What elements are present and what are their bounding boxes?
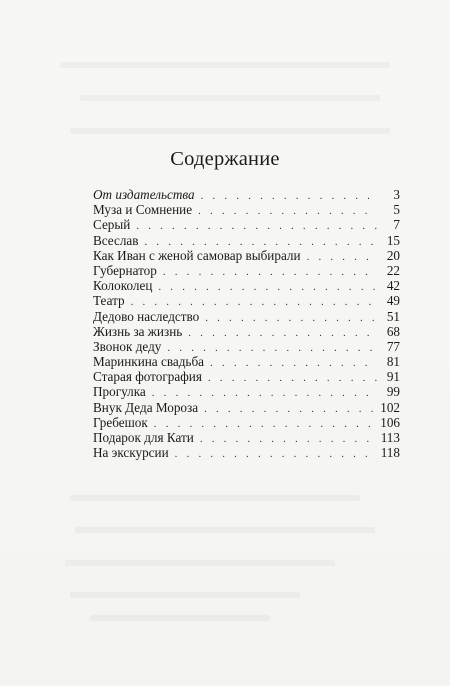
toc-entry-title: Губернатор: [93, 262, 157, 278]
show-through-line: [60, 62, 390, 68]
toc-entry-title: Всеслав: [93, 232, 139, 248]
toc-entry-title: На экскурсии: [93, 445, 169, 461]
toc-entry-title: Как Иван с женой самовар выбирали: [93, 247, 301, 263]
toc-page-number: 81: [386, 354, 400, 370]
show-through-line: [65, 560, 335, 566]
dot-leader: [200, 432, 377, 447]
toc-page-number: 118: [380, 445, 400, 461]
toc-entry: [93, 217, 400, 232]
toc-entry-title: Старая фотография: [93, 369, 202, 385]
dot-leader: [136, 219, 377, 234]
toc-entry-title: Колоколец: [93, 278, 153, 294]
toc-page-number: 77: [386, 338, 400, 354]
toc-page-number: 113: [380, 430, 400, 445]
dot-leader: [204, 402, 377, 417]
toc-entry-title: Подарок для Кати: [93, 430, 194, 445]
toc-entry: [93, 445, 400, 460]
toc-entry-title: Звонок деду: [93, 338, 162, 354]
toc-entry: [93, 384, 400, 399]
toc-entry: [93, 187, 400, 202]
show-through-line: [70, 592, 300, 598]
toc-page-number: 5: [393, 202, 400, 218]
toc-entry-title: Внук Деда Мороза: [93, 399, 199, 415]
toc-page-number: 49: [386, 293, 400, 309]
toc-entry-title: Маринкина свадьба: [93, 354, 205, 370]
toc-page-number: 102: [380, 399, 400, 415]
toc-entry: [93, 248, 400, 263]
show-through-line: [70, 495, 360, 501]
toc-page-number: 51: [386, 308, 400, 324]
toc-page-number: 68: [386, 323, 400, 339]
toc-entry-title: Муза и Сомнение: [93, 202, 193, 218]
show-through-line: [90, 615, 270, 621]
dot-leader: [188, 326, 377, 341]
toc-entry: [93, 278, 400, 293]
toc-page-number: 42: [386, 278, 400, 294]
dot-leader: [210, 356, 377, 371]
toc-page-number: 20: [386, 247, 400, 263]
toc-entry-title: Жизнь за жизнь: [93, 323, 183, 339]
toc-entry: [93, 415, 400, 430]
toc-page-number: 99: [386, 384, 400, 400]
toc-entry: [93, 400, 400, 415]
dot-leader: [175, 447, 377, 462]
toc-entry: [93, 430, 400, 445]
toc-page-number: 7: [393, 217, 400, 233]
toc-entry-title: Прогулка: [93, 384, 146, 400]
dot-leader: [201, 189, 377, 204]
page-title: Содержание: [170, 148, 280, 170]
toc-entry-title: Гребешок: [93, 414, 148, 430]
dot-leader: [208, 371, 377, 386]
dot-leader: [198, 204, 377, 219]
toc-entry: [93, 263, 400, 278]
toc-entry: [93, 369, 400, 384]
toc-entry: [93, 324, 400, 339]
toc-page-number: 22: [386, 262, 400, 278]
show-through-line: [80, 95, 380, 101]
dot-leader: [163, 265, 377, 280]
toc-entry: [93, 293, 400, 308]
toc-entry-title: Театр: [93, 293, 125, 309]
toc-entry: [93, 233, 400, 248]
toc-page-number: 91: [386, 369, 400, 385]
toc-entry-title: Серый: [93, 217, 131, 233]
dot-leader: [307, 250, 377, 265]
toc-entry: [93, 202, 400, 217]
show-through-line: [70, 128, 390, 134]
table-of-contents: [93, 187, 400, 460]
toc-entry: [93, 309, 400, 324]
toc-entry-title: Дедово наследство: [93, 308, 200, 324]
show-through-line: [75, 527, 375, 533]
toc-page-number: 106: [380, 414, 400, 430]
toc-page-number: 3: [393, 187, 400, 202]
dot-leader: [158, 280, 377, 295]
dot-leader: [205, 311, 377, 326]
toc-entry: [93, 354, 400, 369]
toc-page-number: 15: [386, 232, 400, 248]
toc-entry: [93, 339, 400, 354]
toc-entry-title: От издательства: [93, 187, 195, 202]
